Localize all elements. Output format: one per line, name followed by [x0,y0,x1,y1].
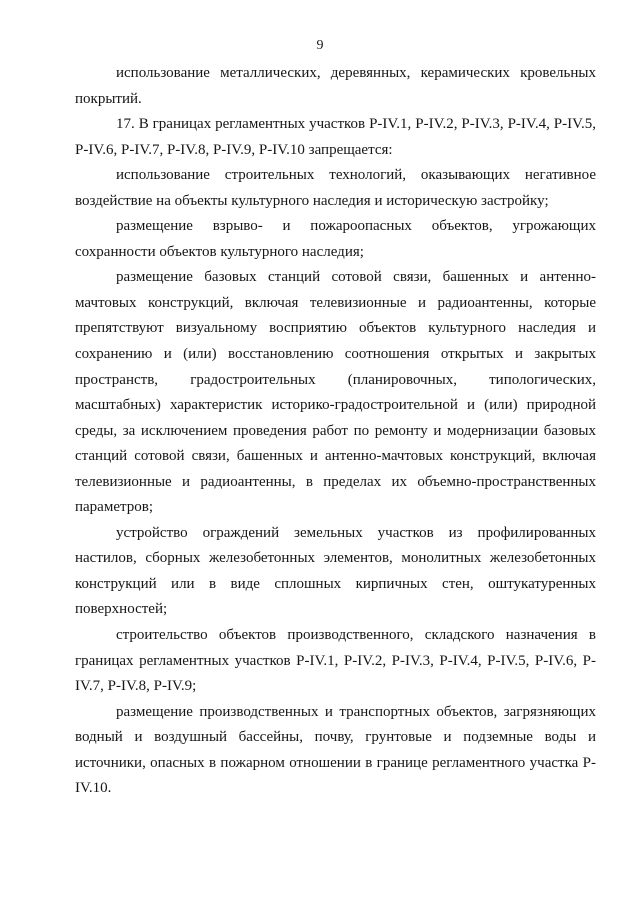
paragraph-hazardous-objects: размещение взрыво- и пожароопасных объектов, угрожающих сохранности объектов культурного наследия; [75,218,596,260]
document-body [75,61,596,802]
paragraph-construction-technologies: использование строительных технологий, оказывающих негативное воздействие на объекты культурного наследия и историческую застройку; [75,167,596,209]
paragraph-roofing-materials: использование металлических, деревянных, керамических кровельных покрытий. [75,65,596,107]
paragraph-fencing: устройство ограждений земельных участков из профилированных настилов, сборных железобетонных элементов, монолитных железобетонных конструкций или в виде сплошных кирпичных стен, оштукатуренных поверхностей; [75,524,596,618]
paragraph-cellular-stations: размещение базовых станций сотовой связи, башенных и антенно-мачтовых конструкций, включая телевизионные и радиоантенны, которые препятствуют визуальному восприятию объектов культурного наследия и сохранению и (или) восстановлению соотношения открытых и закрытых пространств, градостроительных (планировочных, типологических, масштабных) характеристик историко-градостроительной и (или) природной среды, за исключением проведения работ по ремонту и модернизации базовых станций сотовой связи, башенных и антенно-мачтовых конструкций, включая телевизионные и радиоантенны, в пределах их объемно-пространственных параметров; [75,269,596,516]
page-number: 9 [316,38,324,53]
paragraph-item-17-intro: 17. В границах регламентных участков Р-IV.1, Р-IV.2, Р-IV.3, Р-IV.4, Р-IV.5, Р-IV.6, Р-IV.7, Р-IV.8, Р-IV.9, Р-IV.10 запрещается: [75,116,596,158]
paragraph-industrial-construction: строительство объектов производственного, складского назначения в границах регламентных участков Р-IV.1, Р-IV.2, Р-IV.3, Р-IV.4, Р-IV.5, Р-IV.6, Р-IV.7, Р-IV.8, Р-IV.9; [75,627,597,695]
paragraph-polluting-objects: размещение производственных и транспортных объектов, загрязняющих водный и воздушный бассейны, почву, грунтовые и подземные воды и источники, опасных в пожарном отношении в границе регламентного участка Р-IV.10. [75,703,596,797]
